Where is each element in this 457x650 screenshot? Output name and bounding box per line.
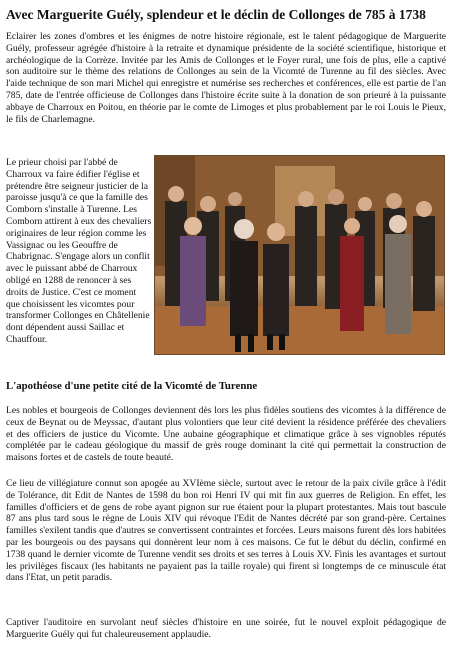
article-title: Avec Marguerite Guély, splendeur et le déclin de Collonges de 785 à 1738 (6, 7, 426, 22)
audience-group-photo (154, 155, 445, 355)
group-photo-drawing (155, 156, 444, 354)
section-heading: L'apothéose d'une petite cité de la Vicomté de Turenne (6, 380, 258, 392)
paragraph-nobles: Les nobles et bourgeois de Collonges deviennent dès lors les plus fidèles soutiens des vicomtes à la différence de ceux de Beynat ou de Meyssac, d'autant plus volontiers que leur cité devient la résidence préférée des chevaliers et des officiers de justice du Vicomte. Une aubaine géographique et climatique grâce à ses vignobles réputés complétée par le cadeau géologique du massif de grès rouge dominant la cité qui permettait la construction de maisons fortes et de castels de toute beauté. (6, 405, 446, 464)
side-paragraph: Le prieur choisi par l'abbé de Charroux va faire édifier l'église et prétendre être seigneur justicier de la paroisse jusqu'à ce que la famille des Comborn s'installe à Turenne. Les Comborn attirent à eux des chevaliers originaires de leur région comme les Vassignac ou les Geouffre de Chabrignac. S'engage alors un conflit avec le puissant abbé de Charroux obligé en 1288 de renoncer à ses droits de Justice. C'est ce moment que choisissent les vicomtes pour transformer Collonges en Châtellenie dont dépendent aussi Saillac et Chauffour. (6, 157, 152, 345)
paragraph-villegiature: Ce lieu de villégiature connut son apogée au XVIème siècle, surtout avec le retour de la paix civile grâce à l'édit de Tolérance, dit Edit de Nantes de 1598 du bon roi Henri IV qui mit fin aux guerres de Religion. En effet, les familles d'officiers et de gens de robe ayant pignon sur rue étaient pour la plupart protestantes. Mais tout bascule 87 ans plus tard sous le règne de Louis XIV qui révoque l'Edit de Nantes décrété par son grand-père. Certaines familles s'exilent tandis que d'autres se convertissent contraintes et forcées. Leurs maisons furent dès lors habitées par les bourgeois ou des paysans qui donnèrent leur nom à ces maisons. Ce fut le début du déclin, confirmé en 1738 quand le dernier vicomte de Turenne vendit ses droits et ses terres à Louis XV. Finis les avantages et surtout les privilèges fiscaux (les habitants ne payaient pas la taille royale) qui firent si longtemps de ce minuscule état dans l'Etat, un petit paradis. (6, 478, 446, 584)
intro-paragraph: Eclairer les zones d'ombres et les énigmes de notre histoire régionale, est le talent pédagogique de Marguerite Guély, professeur agrégée d'histoire à la retraite et dynamique présidente de la société scientifique, historique et archéologique de la Corrèze. Invitée par les Amis de Collonges et le Foyer rural, une fois de plus, elle a captivé son auditoire sur le thème des relations de Collonges au sein de la Vicomté de Turenne au fil des siècles. Avec l'aide technique de son mari Michel qui enregistre et numérise ses recherches et conférences, elle est partie de l'an 785, date de l'entrée officieuse de Collonges dans l'histoire écrite suite à la donation de son prieuré à la puissante abbaye de Charroux en Poitou, en théorie par le comte de Limoges et plus probablement par le roi Louis le Pieux, le fils de Charlemagne. (6, 31, 446, 125)
conclusion-paragraph: Captiver l'auditoire en survolant neuf siècles d'histoire en une soirée, fut le nouvel exploit pédagogique de Marguerite Guély qui fut chaleureusement applaudie. (6, 617, 446, 640)
